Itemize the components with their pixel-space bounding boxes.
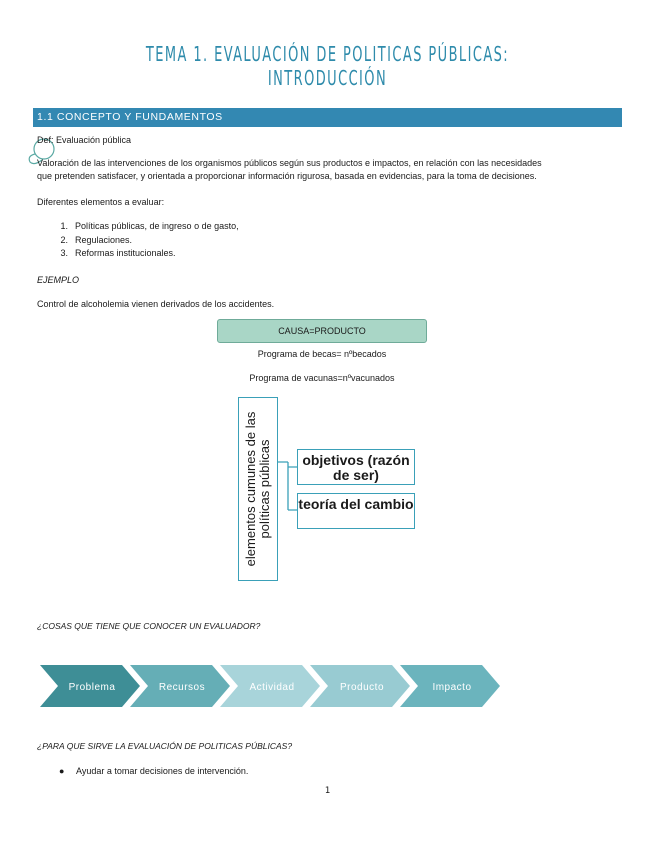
section-heading: 1.1 CONCEPTO Y FUNDAMENTOS: [33, 108, 622, 127]
definition-line-1: Valoración de las intervenciones de los organismos públicos según sus productos e impactos, en relación con las necesidades: [37, 158, 542, 168]
becas-text: Programa de becas= nºbecados: [257, 349, 387, 359]
process-chevrons: [40, 665, 510, 707]
bullet-dot-icon: ●: [59, 766, 65, 776]
diagram-connectors: [277, 460, 299, 515]
causa-producto-box: CAUSA=PRODUCTO: [217, 319, 427, 343]
diagram-child-objetivos: objetivos (razón de ser): [297, 449, 415, 485]
diagram-root-label: elementos cumunes de las políticas públicas: [243, 411, 272, 567]
elements-intro: Diferentes elementos a evaluar:: [37, 197, 165, 207]
step-label-producto: Producto: [339, 682, 385, 693]
diagram-child-teoria: teoría del cambio: [297, 493, 415, 529]
step-label-actividad: Actividad: [249, 682, 295, 693]
question-2: ¿PARA QUE SIRVE LA EVALUACIÓN DE POLITICAS PÚBLICAS?: [37, 741, 293, 751]
step-label-impacto: Impacto: [432, 682, 472, 693]
document-title: TEMA 1. EVALUACIÓN DE POLITICAS PÚBLICAS: INTRODUCCIÓN: [145, 42, 510, 90]
question-1: ¿COSAS QUE TIENE QUE CONOCER UN EVALUADOR?: [37, 621, 261, 631]
step-label-problema: Problema: [68, 682, 116, 693]
page-number: 1: [324, 786, 331, 796]
step-label-recursos: Recursos: [158, 682, 206, 693]
definition-label: Def: Evaluación pública: [37, 135, 132, 145]
example-text: Control de alcoholemia vienen derivados de los accidentes.: [37, 299, 275, 309]
diagram-root-box: [238, 397, 278, 581]
definition-line-2: que pretenden satisfacer, y orientada a proporcionar información rigurosa, basada en evidencias, para la toma de decisiones.: [37, 171, 537, 181]
vacunas-text: Programa de vacunas=nºvacunados: [249, 373, 395, 383]
example-label: EJEMPLO: [37, 275, 80, 285]
